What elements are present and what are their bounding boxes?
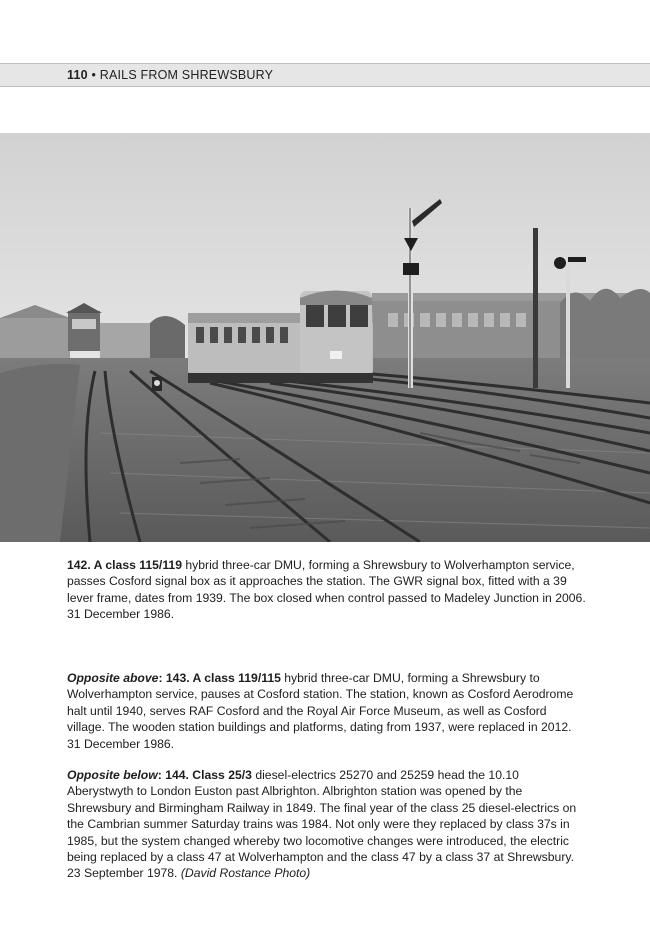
header-separator: • [91,68,97,82]
caption-144-text: diesel-electrics 25270 and 25259 head the 10.10 Aberystwyth to London Euston past Albrighton. Albrighton station was opened by the Shrewsbury and Birmingham Railway in 1849. The final year of the class 25 diesel-electrics on the Cambrian summer Saturday trains was 1984. Not only were they replaced by class 37s in 1985, but the system changed whereby two locomotive changes were introduced, the electric being replaced by a class 47 at Wolverhampton and the class 47 by a class 37 at Shrewsbury. 23 September 1978. [67,768,577,881]
caption-142-text: hybrid three-car DMU, forming a Shrewsbury to Wolverhampton service, passes Cosford signal box as it approaches the station. The GWR signal box, fitted with a 39 lever frame, dates from 1939. The box closed when control passed to Madeley Junction in 2006. 31 December 1986. [67,558,586,622]
photo-illustration-icon [0,133,650,542]
caption-144 [67,767,587,882]
photo-credit: (David Rostance Photo) [180,866,311,881]
caption-144-colon: : [157,768,166,782]
caption-142 [67,557,587,623]
caption-144-lead: 144. Class 25/3 [165,768,252,782]
caption-144-label: Opposite below [67,768,158,782]
caption-143-text: hybrid three-car DMU, forming a Shrewsbury to Wolverhampton service, pauses at Cosford station. The station, known as Cosford Aerodrome halt until 1940, serves RAF Cosford and the Royal Air Force Museum, as well as Cosford village. The wooden station buildings and platforms, dating from 1937, were replaced in 2012. 31 December 1986. [67,671,574,751]
railway-photograph [0,133,650,542]
caption-143 [67,670,587,752]
caption-142-lead: 142. A class 115/119 [67,558,182,572]
caption-143-label: Opposite above [67,671,159,685]
caption-143-lead: 143. A class 119/115 [165,671,281,685]
page-number: 110 [67,68,88,82]
running-header [0,63,650,87]
running-head [67,68,273,82]
running-title: RAILS FROM SHREWSBURY [99,68,274,82]
caption-143-colon: : [158,671,166,685]
